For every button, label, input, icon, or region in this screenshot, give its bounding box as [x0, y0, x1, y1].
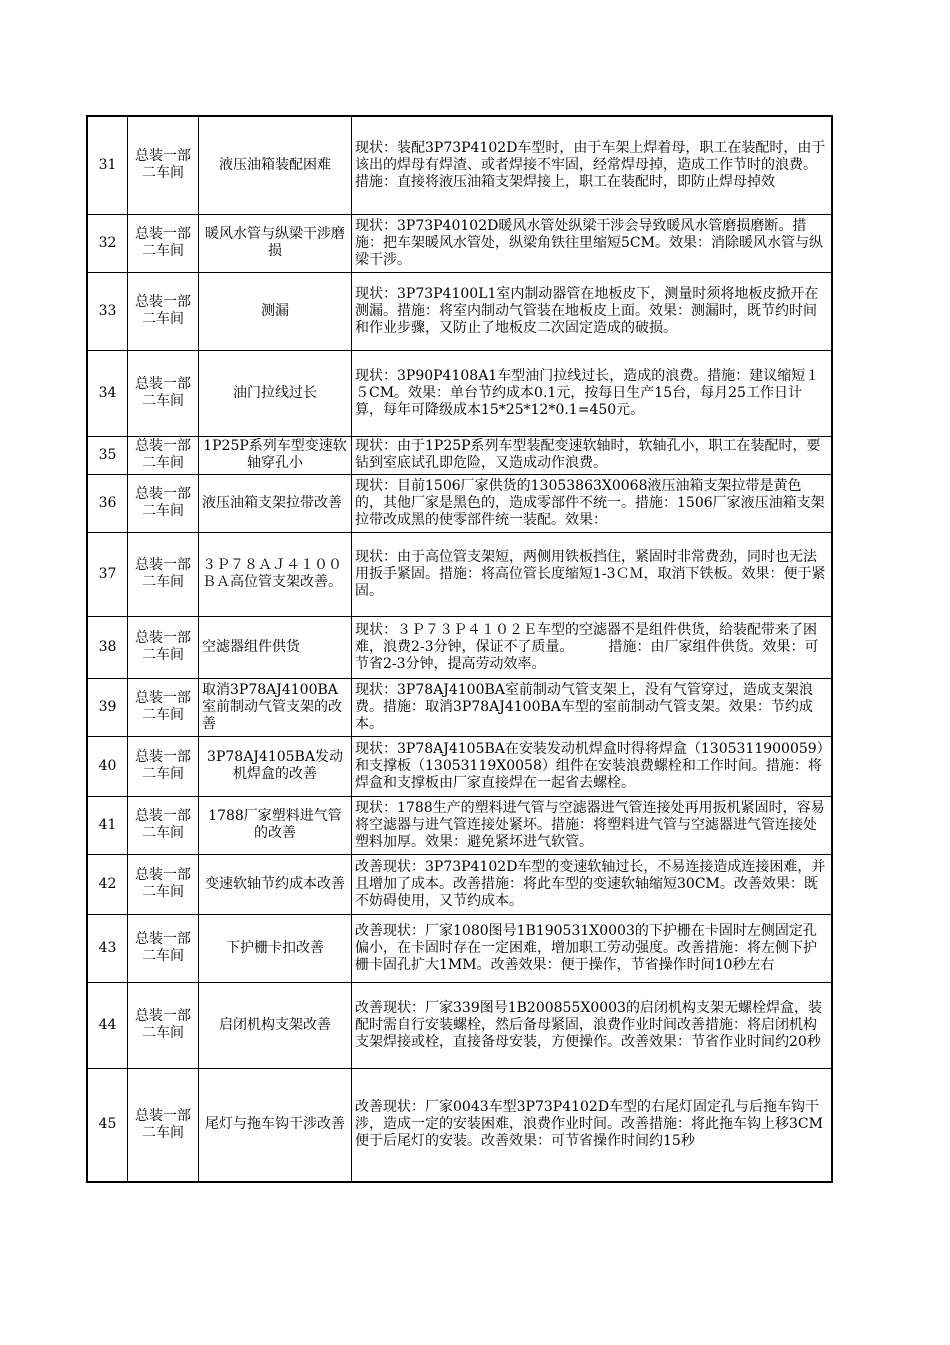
- table-row: [87, 616, 832, 678]
- row-department: 总装一部二车间: [128, 532, 199, 616]
- row-description: 现状：目前1506厂家供货的13053863X0068液压油箱支架拉带是黄色的，其他厂家是黑色的，造成零部件不统一。措施：1506厂家液压油箱支架拉带改成黑的使零部件统一装配。效果：: [352, 474, 833, 532]
- row-number: 41: [87, 796, 128, 854]
- row-title: 启闭机构支架改善: [199, 982, 352, 1068]
- row-department: 总装一部二车间: [128, 436, 199, 474]
- row-description: 现状：由于高位管支架短，两侧用铁板挡住，紧固时非常费劲，同时也无法用扳手紧固。措施：将高位管长度缩短1-3ＣＭ，取消下铁板。效果：便于紧固。: [352, 532, 833, 616]
- row-number: 43: [87, 914, 128, 982]
- table-row: [87, 272, 832, 350]
- row-title: 空滤器组件供货: [199, 616, 352, 678]
- table-row: [87, 982, 832, 1068]
- row-department: 总装一部二车间: [128, 914, 199, 982]
- row-description: 现状：3P73P40102D暖风水管处纵梁干涉会导致暖风水管磨损磨断。措施：把车架暖风水管处，纵梁角铁往里缩短5CM。效果：消除暖风水管与纵梁干涉。: [352, 214, 833, 272]
- row-title: 油门拉线过长: [199, 350, 352, 436]
- row-number: 36: [87, 474, 128, 532]
- row-department: 总装一部二车间: [128, 272, 199, 350]
- row-number: 33: [87, 272, 128, 350]
- row-title: 下护栅卡扣改善: [199, 914, 352, 982]
- row-number: 35: [87, 436, 128, 474]
- row-department: 总装一部二车间: [128, 982, 199, 1068]
- row-description: 改善现状：厂家339图号1B200855X0003的启闭机构支架无螺栓焊盒，装配时需自行安装螺栓，然后备母紧固，浪费作业时间改善措施：将启闭机构支架焊接或栓，直接备母安装，方便操作。改善效果：节省作业时间约20秒: [352, 982, 833, 1068]
- table-row: [87, 914, 832, 982]
- row-department: 总装一部二车间: [128, 116, 199, 214]
- row-title: 变速软轴节约成本改善: [199, 854, 352, 914]
- row-department: 总装一部二车间: [128, 474, 199, 532]
- row-department: 总装一部二车间: [128, 796, 199, 854]
- table-row: [87, 532, 832, 616]
- table-body: [87, 116, 832, 1182]
- row-department: 总装一部二车间: [128, 350, 199, 436]
- row-title: 1P25P系列车型变速软轴穿孔小: [199, 436, 352, 474]
- row-number: 34: [87, 350, 128, 436]
- row-title: ３Ｐ７８ＡＪ４１００ＢＡ高位管支架改善。: [199, 532, 352, 616]
- row-title: 暖风水管与纵梁干涉磨损: [199, 214, 352, 272]
- table-row: [87, 736, 832, 796]
- row-description: 现状：由于1P25P系列车型装配变速软轴时，软轴孔小，职工在装配时，要钻到室底试孔即危险，又造成动作浪费。: [352, 436, 833, 474]
- row-description: 改善现状：厂家1080图号1B190531X0003的下护栅在卡固时左侧固定孔偏小，在卡固时存在一定困难，增加职工劳动强度。改善措施：将左侧下护栅卡固孔扩大1MM。改善效果：便于操作，节省操作时间10秒左右: [352, 914, 833, 982]
- row-number: 39: [87, 678, 128, 736]
- row-title: 液压油箱支架拉带改善: [199, 474, 352, 532]
- row-title: 测漏: [199, 272, 352, 350]
- row-title: 尾灯与拖车钩干涉改善: [199, 1068, 352, 1182]
- row-number: 31: [87, 116, 128, 214]
- table-row: [87, 854, 832, 914]
- row-number: 45: [87, 1068, 128, 1182]
- row-department: 总装一部二车间: [128, 736, 199, 796]
- row-description: 现状：装配3P73P4102D车型时，由于车架上焊着母，职工在装配时，由于该出的焊母有焊渣、或者焊接不牢固，经常焊母掉，造成工作节时的浪费。措施：直接将液压油箱支架焊接上，职工在装配时，即防止焊母掉效: [352, 116, 833, 214]
- table-row: [87, 214, 832, 272]
- row-number: 32: [87, 214, 128, 272]
- row-department: 总装一部二车间: [128, 678, 199, 736]
- row-number: 38: [87, 616, 128, 678]
- row-description: 现状：3P78AJ4105BA在安装发动机焊盒时得将焊盒（1305311900059）和支撑板（13053119X0058）组件在安装浪费螺栓和工作时间。措施：将焊盒和支撑板由厂家直接焊在一起省去螺栓。: [352, 736, 833, 796]
- row-number: 40: [87, 736, 128, 796]
- row-description: 现状：3P90P4108A1车型油门拉线过长，造成的浪费。措施：建议缩短１５CM。效果：单台节约成本0.1元，按每日生产15台，每月25工作日计算，每年可降级成本15*25*12*0.1=450元。: [352, 350, 833, 436]
- row-title: 1788厂家塑料进气管的改善: [199, 796, 352, 854]
- row-description: 现状：1788生产的塑料进气管与空滤器进气管连接处再用扳机紧固时，容易将空滤器与进气管连接处紧坏。措施：将塑料进气管与空滤器进气管连接处塑料加厚。效果：避免紧坏进气软管。: [352, 796, 833, 854]
- row-department: 总装一部二车间: [128, 616, 199, 678]
- row-description: 现状：３Ｐ７３Ｐ４１０２Ｅ车型的空滤器不是组件供货，给装配带来了困难，浪费2-3分钟，保证不了质量。 措施：由厂家组件供货。效果：可节省2-3分钟，提高劳动效率。: [352, 616, 833, 678]
- table-row: [87, 1068, 832, 1182]
- row-number: 44: [87, 982, 128, 1068]
- table-row: [87, 350, 832, 436]
- row-department: 总装一部二车间: [128, 214, 199, 272]
- row-description: 改善现状：厂家0043车型3P73P4102D车型的右尾灯固定孔与后拖车钩干涉，造成一定的安装困难，浪费作业时间。改善措施：将此拖车钩上移3CM便于后尾灯的安装。改善效果：可节省操作时间约15秒: [352, 1068, 833, 1182]
- row-title: 取消3P78AJ4100BA室前制动气管支架的改善: [199, 678, 352, 736]
- row-description: 现状：3P78AJ4100BA室前制动气管支架上，没有气管穿过，造成支架浪费。措施：取消3P78AJ4100BA车型的室前制动气管支架。效果：节约成本。: [352, 678, 833, 736]
- table-row: [87, 116, 832, 214]
- table-row: [87, 678, 832, 736]
- table-row: [87, 474, 832, 532]
- row-department: 总装一部二车间: [128, 854, 199, 914]
- row-title: 3P78AJ4105BA发动机焊盒的改善: [199, 736, 352, 796]
- row-description: 现状：3P73P4100L1室内制动器管在地板皮下，测量时须将地板皮掀开在测漏。措施：将室内制动气管装在地板皮上面。效果：测漏时，既节约时间和作业步骤，又防止了地板皮二次固定造成的破损。: [352, 272, 833, 350]
- improvement-table: [86, 115, 833, 1183]
- table-row: [87, 796, 832, 854]
- row-title: 液压油箱装配困难: [199, 116, 352, 214]
- row-department: 总装一部二车间: [128, 1068, 199, 1182]
- table-row: [87, 436, 832, 474]
- row-number: 37: [87, 532, 128, 616]
- row-number: 42: [87, 854, 128, 914]
- row-description: 改善现状：3P73P4102D车型的变速软轴过长，不易连接造成连接困难，并且增加了成本。改善措施：将此车型的变速软轴缩短30CM。改善效果：既不妨碍使用，又节约成本。: [352, 854, 833, 914]
